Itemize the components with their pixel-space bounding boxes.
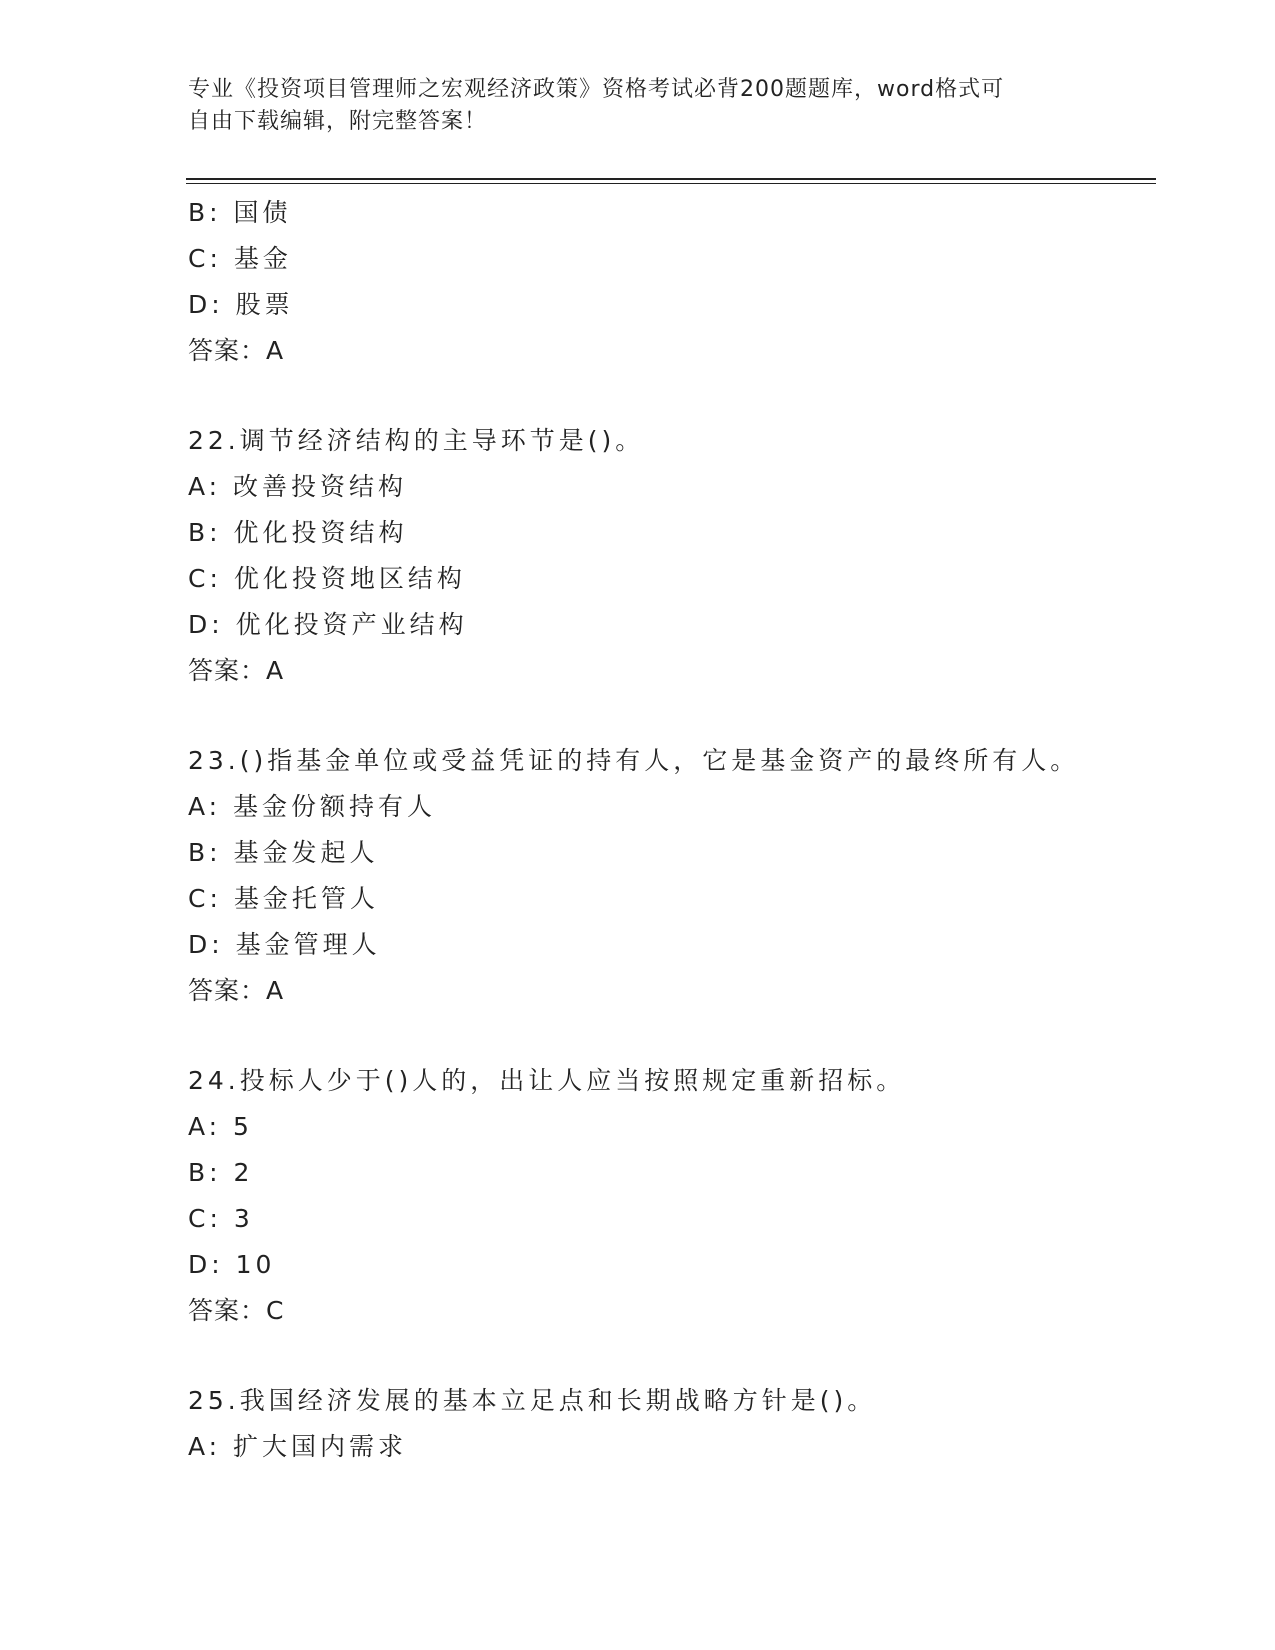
question-block-23 — [188, 738, 1148, 1014]
block-spacer — [188, 1334, 1148, 1378]
header-rule-thin — [186, 183, 1156, 184]
option-c: C: 3 — [188, 1204, 254, 1233]
option-a: A: 扩大国内需求 — [188, 1432, 408, 1461]
block-spacer — [188, 1014, 1148, 1058]
option-b: B: 基金发起人 — [188, 838, 379, 867]
question-block-22 — [188, 418, 1148, 694]
option-a: A: 基金份额持有人 — [188, 792, 437, 821]
option-b: B: 优化投资结构 — [188, 518, 408, 547]
header-line-1: 专业《投资项目管理师之宏观经济政策》资格考试必背200题题库，word格式可 — [188, 77, 1005, 102]
question-block-24 — [188, 1058, 1148, 1334]
block-spacer — [188, 694, 1148, 738]
option-d: D: 10 — [188, 1250, 276, 1279]
question-stem: 24.投标人少于()人的，出让人应当按照规定重新招标。 — [188, 1066, 906, 1095]
option-a: A: 5 — [188, 1112, 253, 1141]
option-d: D: 股票 — [188, 290, 294, 319]
answer-line: 答案：A — [188, 976, 285, 1005]
question-stem: 25.我国经济发展的基本立足点和长期战略方针是()。 — [188, 1386, 877, 1415]
question-stem: 23.()指基金单位或受益凭证的持有人，它是基金资产的最终所有人。 — [188, 746, 1080, 775]
option-b: B: 2 — [188, 1158, 254, 1187]
answer-line: 答案：A — [188, 336, 285, 365]
block-spacer — [188, 374, 1148, 418]
question-block-21 — [188, 190, 1148, 374]
option-a: A: 改善投资结构 — [188, 472, 408, 501]
question-block-25 — [188, 1378, 1148, 1470]
option-c: C: 基金 — [188, 244, 292, 273]
question-list — [188, 190, 1148, 1470]
option-d: D: 优化投资产业结构 — [188, 610, 468, 639]
document-header — [188, 74, 1068, 138]
header-line-2: 自由下载编辑，附完整答案！ — [188, 109, 488, 134]
answer-line: 答案：A — [188, 656, 285, 685]
answer-line: 答案：C — [188, 1296, 285, 1325]
option-c: C: 优化投资地区结构 — [188, 564, 466, 593]
header-rule-thick — [186, 178, 1156, 180]
option-b: B: 国债 — [188, 198, 292, 227]
option-c: C: 基金托管人 — [188, 884, 379, 913]
option-d: D: 基金管理人 — [188, 930, 381, 959]
question-stem: 22.调节经济结构的主导环节是()。 — [188, 426, 645, 455]
